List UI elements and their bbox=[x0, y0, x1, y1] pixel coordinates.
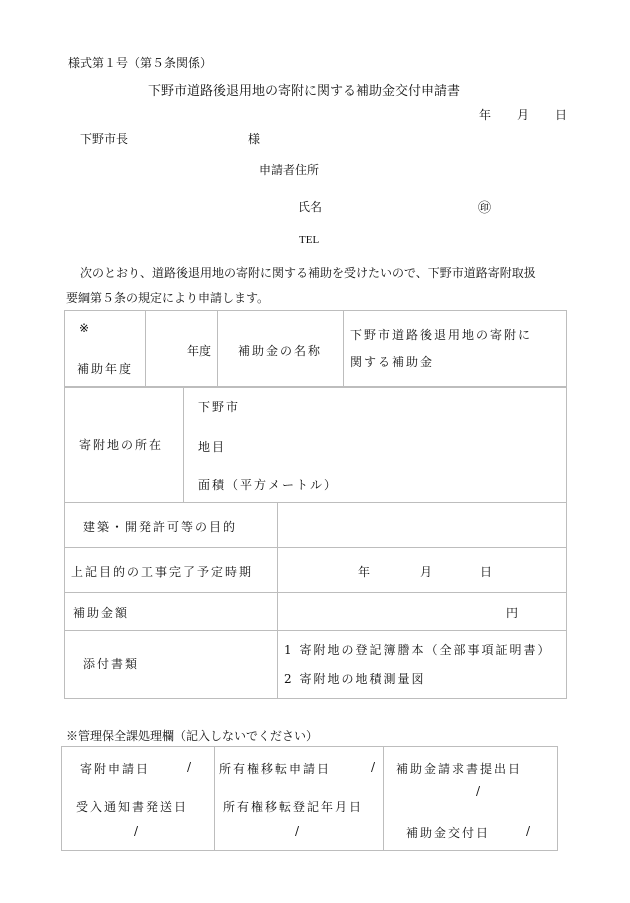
office-cell-subsidy bbox=[384, 747, 558, 851]
acceptance-notice-date-label: 受入通知書発送日 bbox=[76, 800, 189, 814]
ownership-transfer-registration-date-label: 所有権移転登記年月日 bbox=[223, 800, 364, 814]
amount-value-cell[interactable] bbox=[278, 593, 567, 631]
form-number: 様式第１号（第５条関係） bbox=[68, 56, 213, 70]
date-day: 日 bbox=[555, 108, 568, 122]
office-cell-donation bbox=[62, 747, 215, 851]
subsidy-name-value-cell bbox=[344, 311, 567, 388]
subsidy-claim-date-slash: / bbox=[476, 784, 481, 798]
office-section-heading: ※管理保全課処理欄（記入しないでください） bbox=[66, 729, 319, 743]
office-table bbox=[61, 746, 558, 851]
location-land-category: 地目 bbox=[198, 440, 227, 454]
attachment-item-2: 2 寄附地の地積測量図 bbox=[284, 672, 426, 686]
location-area: 面積（平方メートル） bbox=[198, 478, 339, 492]
location-table bbox=[64, 386, 567, 503]
completion-value-cell[interactable] bbox=[278, 548, 567, 593]
purpose-label-cell bbox=[65, 503, 278, 548]
location-label-cell bbox=[65, 387, 184, 503]
amount-label: 補助金額 bbox=[73, 606, 130, 620]
amount-label-cell bbox=[65, 593, 278, 631]
subsidy-grant-date-label: 補助金交付日 bbox=[406, 826, 491, 840]
details-table bbox=[64, 502, 567, 699]
fiscal-year-label-cell bbox=[65, 311, 146, 388]
body-text-line-2: 要綱第５条の規定により申請します。 bbox=[66, 291, 270, 305]
purpose-value-cell[interactable] bbox=[278, 503, 567, 548]
acceptance-notice-date-slash: / bbox=[134, 824, 139, 838]
addressee-name: 下野市長 bbox=[80, 132, 129, 146]
donation-application-date-slash: / bbox=[187, 760, 192, 774]
applicant-name-label: 氏名 bbox=[298, 200, 323, 214]
addressee-honorific: 様 bbox=[248, 132, 261, 146]
completion-day: 日 bbox=[480, 565, 493, 579]
fiscal-year-suffix: 年度 bbox=[187, 344, 212, 358]
location-value-cell[interactable] bbox=[184, 387, 567, 503]
subsidy-name-line-2: 関する補助金 bbox=[350, 355, 435, 369]
office-cell-ownership bbox=[215, 747, 384, 851]
location-city: 下野市 bbox=[198, 400, 241, 414]
subsidy-name-line-1: 下野市道路後退用地の寄附に bbox=[350, 328, 533, 342]
ownership-transfer-application-date-slash: / bbox=[371, 760, 376, 774]
completion-year: 年 bbox=[358, 565, 371, 579]
application-table bbox=[64, 310, 567, 388]
completion-month: 月 bbox=[420, 565, 433, 579]
completion-label: 上記目的の工事完了予定時期 bbox=[71, 565, 254, 579]
date-month: 月 bbox=[517, 108, 530, 122]
seal-mark: ㊞ bbox=[478, 201, 492, 216]
fiscal-year-mark: ※ bbox=[79, 321, 90, 335]
attachments-label-cell bbox=[65, 631, 278, 699]
attachment-item-1: 1 寄附地の登記簿謄本（全部事項証明書） bbox=[284, 643, 552, 657]
subsidy-name-label-cell bbox=[218, 311, 344, 388]
subsidy-grant-date-slash: / bbox=[526, 824, 531, 838]
body-text-line-1: 次のとおり、道路後退用地の寄附に関する補助を受けたいので、下野市道路寄附取扱 bbox=[80, 266, 536, 280]
attachments-value-cell bbox=[278, 631, 567, 699]
purpose-label: 建築・開発許可等の目的 bbox=[83, 520, 238, 534]
amount-unit: 円 bbox=[506, 606, 519, 620]
attachments-label: 添付書類 bbox=[83, 657, 140, 671]
donation-application-date-label: 寄附申請日 bbox=[80, 762, 151, 776]
subsidy-claim-date-label: 補助金請求書提出日 bbox=[396, 762, 523, 776]
page-title: 下野市道路後退用地の寄附に関する補助金交付申請書 bbox=[148, 84, 461, 99]
tel-label: TEL bbox=[299, 234, 320, 246]
location-label: 寄附地の所在 bbox=[79, 438, 164, 452]
completion-label-cell bbox=[65, 548, 278, 593]
ownership-transfer-registration-date-slash: / bbox=[295, 824, 300, 838]
fiscal-year-value-cell[interactable] bbox=[146, 311, 218, 388]
subsidy-name-label: 補助金の名称 bbox=[238, 344, 323, 358]
date-year: 年 bbox=[479, 108, 492, 122]
fiscal-year-label: 補助年度 bbox=[77, 362, 134, 376]
ownership-transfer-application-date-label: 所有権移転申請日 bbox=[219, 762, 332, 776]
applicant-address-label: 申請者住所 bbox=[259, 163, 320, 177]
